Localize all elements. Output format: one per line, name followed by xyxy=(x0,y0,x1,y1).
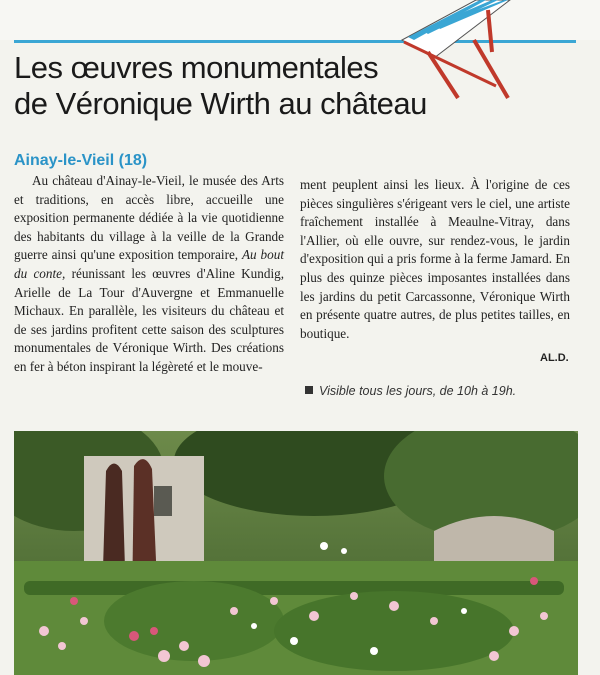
location-label: Ainay-le-Vieil (18) xyxy=(14,152,148,169)
opening-hours-note xyxy=(305,384,516,398)
article-column-1 xyxy=(14,172,284,377)
headline-line-2: de Véronique Wirth au château xyxy=(14,86,427,121)
article-headline xyxy=(14,50,494,122)
exhibition-title: Au bout du conte, xyxy=(14,247,284,281)
article-column-2 xyxy=(300,176,570,343)
author-initials: AL.D. xyxy=(540,352,569,364)
column-2-text: ment peuplent ainsi les lieux. À l'origine de ces pièces singulières s'érigeant vers le ciel, une artiste fraîchement installée à Meaulne-Vitray, dans l'Allier, où elle ouvre, sur rendez-vous, le jardin d'exposition qui a pris forme à la ferme Jamard. En plus des quinze pièces imposantes installées dans les jardins du petit Carcassonne, Véronique Wirth en présente quatre autres, de plus petites tailles, en boutique. xyxy=(300,177,570,341)
column-1-continued: réunissant les œuvres d'Aline Kundig, Arielle de La Tour d'Auvergne et Emmanuelle Michaux. En parallèle, les visiteurs du château et de ses jardins profitent cette saison des sculptures monumentales de Véronique Wirth. Des créations en fer à béton inspirant la légèreté et le mouve- xyxy=(14,265,285,374)
opening-hours-text: Visible tous les jours, de 10h à 19h. xyxy=(319,384,517,398)
headline-line-1: Les œuvres monumentales xyxy=(14,50,379,85)
garden-photo xyxy=(14,431,578,675)
column-1-text: Au château d'Ainay-le-Vieil, le musée des Arts et traditions, en accès libre, accueille une exposition permanente dédiée à la vie quotidienne des habitants du village à la veille de la Grande guerre ainsi qu'une exposition temporaire, xyxy=(14,173,284,263)
square-bullet-icon xyxy=(305,386,313,394)
